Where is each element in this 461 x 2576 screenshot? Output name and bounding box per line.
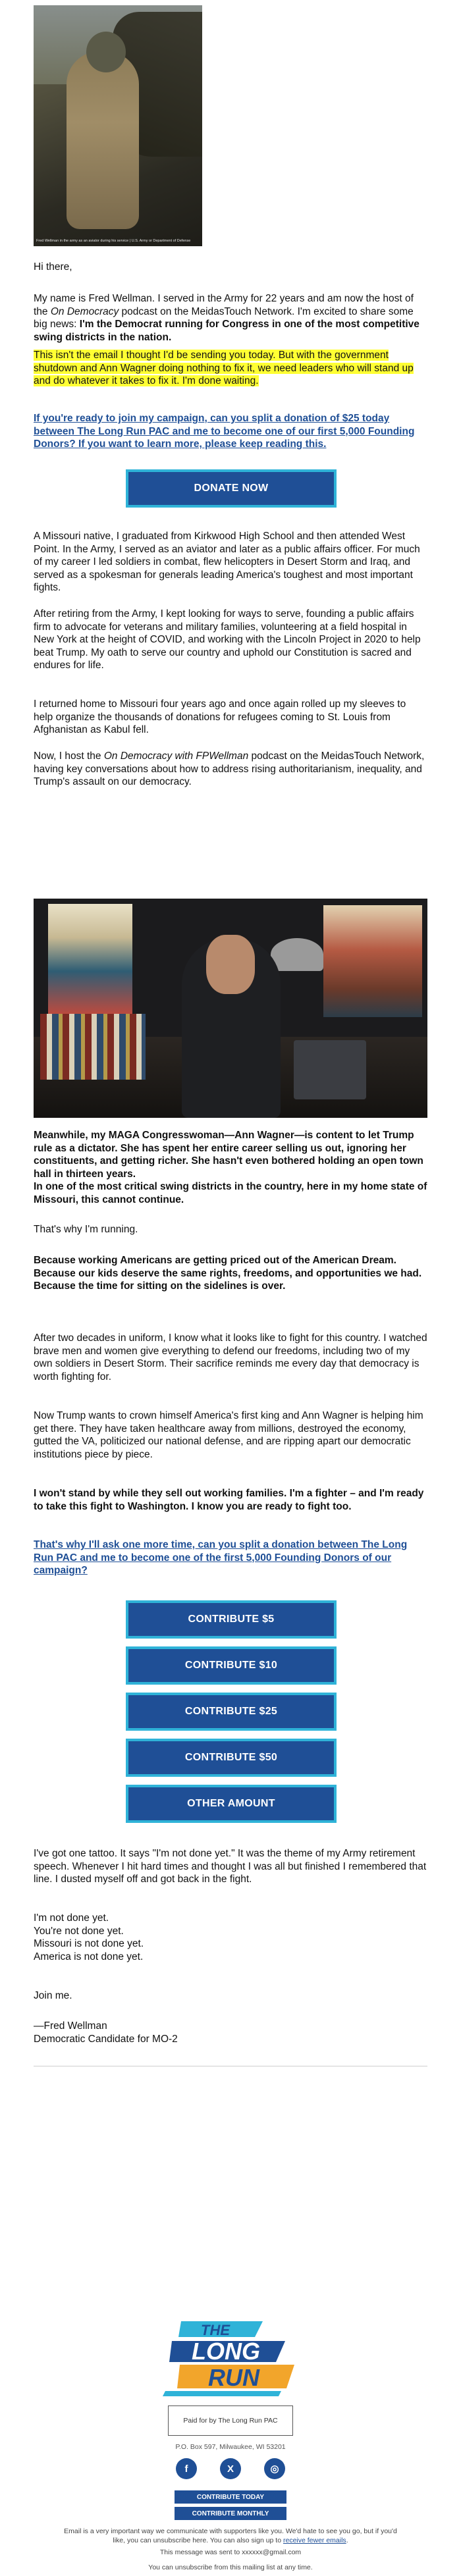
bio4-text-2: podcast on the MeidasTouch Network, having key conversations about how to address rising authoritarianism, inequality, and Trump's assault on our democracy.: [34, 750, 425, 787]
signoff: [34, 2020, 427, 2045]
x-twitter-icon[interactable]: X: [220, 2458, 241, 2479]
intro-show-name: On Democracy: [50, 305, 119, 317]
not-done-1: I'm not done yet.: [34, 1912, 109, 1924]
running-line: That's why I'm running.: [34, 1224, 138, 1235]
the-long-run-logo[interactable]: [163, 2317, 298, 2398]
bio4-show-name: On Democracy with FPWellman: [103, 750, 249, 762]
intro-paragraph: [34, 292, 427, 344]
contribute-today-button[interactable]: CONTRIBUTE TODAY: [175, 2490, 286, 2504]
not-done-3: Missouri is not done yet.: [34, 1938, 144, 1949]
facebook-icon[interactable]: f: [176, 2458, 197, 2479]
photo-laptop: [294, 1040, 366, 1099]
intro-text-2: podcast on the MeidasTouch Network. I'm excited to share some big news:: [34, 305, 414, 330]
bio-paragraph-3: I returned home to Missouri four years ago and once again rolled up my sleeves to help organize the thousands of donations for refugees coming to St. Louis from Afghanistan as Kabul fell.: [34, 698, 406, 735]
unsubscribe-line[interactable]: You can unsubscribe from this mailing list at any time.: [148, 2563, 313, 2571]
sent-to-line: This message was sent to xxxxxx@gmail.com: [159, 2548, 302, 2556]
logo-word-the: THE: [201, 2322, 230, 2338]
donation-ask-2[interactable]: That's why I'll ask one more time, can you split a donation between The Long Run PAC and me to become one of the first 5,000 Founding Donors of our campaign?: [34, 1539, 408, 1576]
photo-host-face: [206, 935, 255, 994]
photo-soldier-body: [67, 51, 139, 229]
instagram-icon[interactable]: ◎: [264, 2458, 285, 2479]
trump-paragraph: Now Trump wants to crown himself America's first king and Ann Wagner is helping him get there. They have taken healthcare away from millions, destroyed the economy, gutted the VA, politicized our national defense, and are ripping apart our democratic institutions piece by piece.: [34, 1410, 423, 1460]
paid-for-text: Paid for by The Long Run PAC: [183, 2417, 278, 2425]
greeting: Hi there,: [34, 261, 72, 273]
bio-paragraph-4: [34, 750, 427, 789]
disclaimer: [59, 2527, 402, 2545]
mailing-address: P.O. Box 597, Milwaukee, WI 53201: [175, 2443, 286, 2451]
contribute-25-button[interactable]: CONTRIBUTE $25: [126, 1693, 337, 1731]
photo-studio-light: [271, 938, 323, 971]
logo-word-run: RUN: [208, 2364, 259, 2391]
donate-now-button[interactable]: DONATE NOW: [126, 469, 337, 508]
intro-bold: I'm the Democrat running for Congress in one of the most competitive swing districts in the nation.: [34, 319, 420, 343]
disclaimer-text-1: Email is a very important way we communicate with supporters like you. We'd hate to see you go, but if you'd like, you can unsubscribe here. You can also sign up to: [64, 2527, 397, 2544]
uniform-paragraph: After two decades in uniform, I know what it looks like to fight for this country. I watched brave men and women give everything to defend our freedoms, including two of my own soldiers in Desert Storm. Their sacrifice reminds me every day that democracy is worth fighting for.: [34, 1332, 427, 1382]
highlight-paragraph: [34, 349, 427, 388]
photo-poster-right: [323, 905, 422, 1017]
highlighted-text: This isn't the email I thought I'd be sending you today. But with the government shutdown and Ann Wagner doing nothing to fix it, we need leaders who will stand up and do whatever it takes to fix it. I'm done waiting.: [34, 350, 414, 386]
because-1: Because working Americans are getting priced out of the American Dream.: [34, 1255, 396, 1266]
not-done-list: [34, 1912, 427, 1963]
donation-ask-link-2[interactable]: [34, 1538, 427, 1577]
receive-fewer-emails-link[interactable]: receive fewer emails: [283, 2537, 346, 2544]
photo-books: [40, 1014, 146, 1080]
wagner-paragraph-2: In one of the most critical swing districts in the country, here in my home state of Missouri, this cannot continue.: [34, 1181, 427, 1205]
contribute-monthly-button[interactable]: CONTRIBUTE MONTHLY: [175, 2507, 286, 2520]
bio-paragraph-1: A Missouri native, I graduated from Kirkwood High School and then attended West Point. In the Army, I served as an aviator and later as a public affairs officer. For much of my career I led soldiers in combat, flew helicopters in Desert Storm and Iraq, and served as a spokesman for generals leading America's toughest and most important fights.: [34, 531, 420, 593]
fighter-paragraph: I won't stand by while they sell out working families. I'm a fighter – and I'm ready to take this fight to Washington. I know you are ready to fight too.: [34, 1488, 424, 1512]
donation-ask-1[interactable]: If you're ready to join my campaign, can you split a donation of $25 today between The Long Run PAC and me to become one of our first 5,000 Founding Donors? If you want to learn more, please keep reading this.: [34, 413, 415, 450]
signoff-name: —Fred Wellman: [34, 2020, 107, 2032]
because-3: Because the time for sitting on the sidelines is over.: [34, 1280, 286, 1292]
bio4-text-1: Now, I host the: [34, 750, 104, 762]
intro-text-1: My name is Fred Wellman. I served in the Army for 22 years and am now the host of the: [34, 293, 414, 317]
wagner-paragraph-1: Meanwhile, my MAGA Congresswoman—Ann Wagner—is content to let Trump rule as a dictator. She has spent her entire career selling us out, ignoring her constituents, and getting richer. She hasn't even bothered holding an open town hall in thirteen years.: [34, 1130, 423, 1180]
not-done-2: You're not done yet.: [34, 1925, 124, 1937]
contribute-10-button[interactable]: CONTRIBUTE $10: [126, 1646, 337, 1685]
not-done-4: America is not done yet.: [34, 1951, 144, 1962]
disclaimer-text-2: .: [346, 2537, 348, 2544]
donation-ask-link-1[interactable]: [34, 412, 427, 451]
logo-word-long: LONG: [192, 2338, 260, 2365]
bio-paragraph-2: After retiring from the Army, I kept looking for ways to serve, founding a public affairs firm to advocate for veterans and military families, volunteering at a field hospital in New York at the height of COVID, and working with the Lincoln Project in 2020 to help beat Trump. My oath to serve our country and uphold our Constitution is sacred and endures for life.: [34, 608, 421, 671]
contribute-5-button[interactable]: CONTRIBUTE $5: [126, 1600, 337, 1639]
other-amount-button[interactable]: OTHER AMOUNT: [126, 1785, 337, 1823]
signoff-title: Democratic Candidate for MO-2: [34, 2033, 178, 2045]
tattoo-paragraph: I've got one tattoo. It says "I'm not done yet." It was the theme of my Army retirement speech. Whenever I hit hard times and thought I was all but finished I remembered that line. I dusted myself off and got back in the fight.: [34, 1848, 427, 1885]
podcast-studio-photo: [34, 899, 427, 1118]
paid-for-box: [168, 2405, 293, 2436]
join-line: Join me.: [34, 1990, 72, 2001]
contribute-50-button[interactable]: CONTRIBUTE $50: [126, 1739, 337, 1777]
hero-photo-soldier: [34, 5, 202, 246]
photo-poster-left: [48, 904, 132, 1016]
logo-underline: [163, 2391, 281, 2396]
because-2: Because our kids deserve the same rights, freedoms, and opportunities we had.: [34, 1267, 422, 1279]
photo-soldier-helmet: [86, 32, 126, 72]
because-list: [34, 1254, 427, 1293]
photo-caption: Fred Wellman in the army as an aviator during his service | U.S. Army or Department of Defense: [36, 239, 191, 243]
